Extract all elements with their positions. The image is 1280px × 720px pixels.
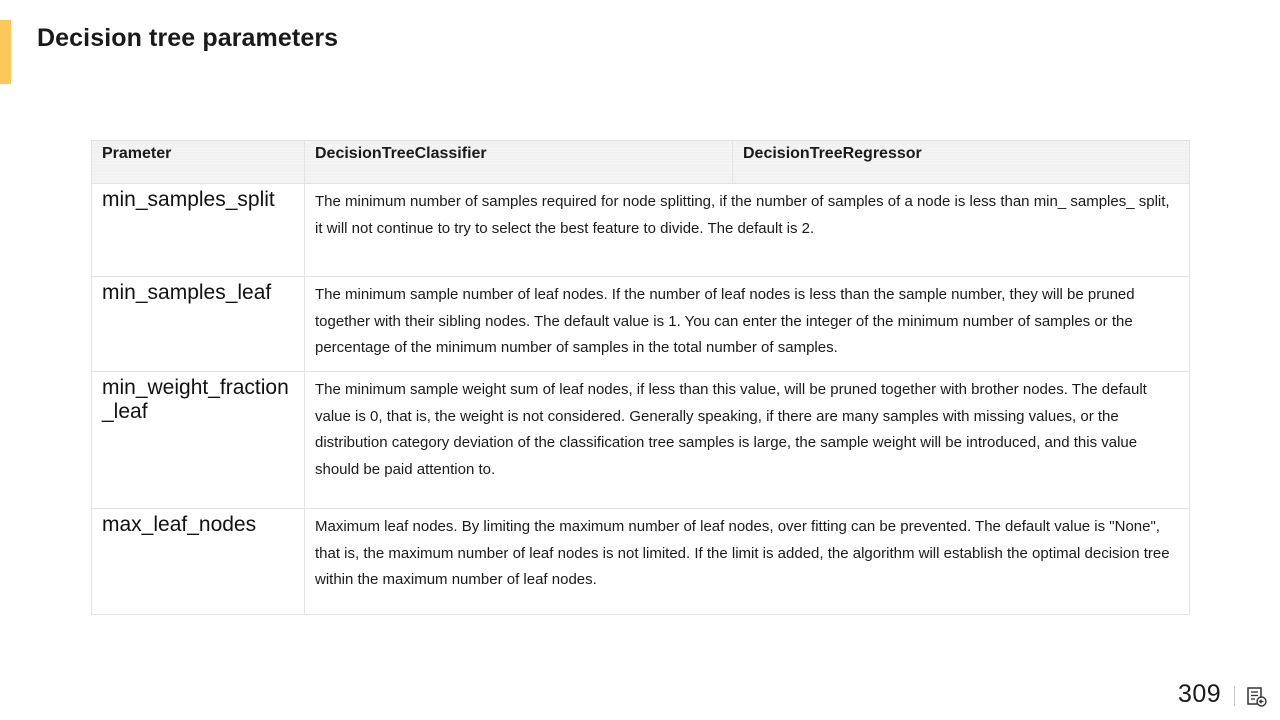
header-parameter: Prameter bbox=[92, 141, 305, 184]
footer-divider bbox=[1234, 686, 1235, 706]
header-regressor: DecisionTreeRegressor bbox=[733, 141, 1190, 184]
param-description: Maximum leaf nodes. By limiting the maximum number of leaf nodes, over fitting can be prevented. The default value is "None", that is, the maximum number of leaf nodes is not limited. If the limit is added, the algorithm will establish the optimal decision tree within the maximum number of leaf nodes. bbox=[305, 509, 1190, 615]
slide-notes-icon[interactable] bbox=[1246, 686, 1268, 708]
param-name: min_samples_split bbox=[92, 184, 305, 277]
table-row bbox=[92, 509, 1190, 615]
param-description: The minimum sample weight sum of leaf nodes, if less than this value, will be pruned together with brother nodes. The default value is 0, that is, the weight is not considered. Generally speaking, if there are many samples with missing values, or the distribution category deviation of the classification tree samples is large, the sample weight will be introduced, and this value should be paid attention to. bbox=[305, 372, 1190, 509]
table-header-row bbox=[92, 141, 1190, 184]
param-name: max_leaf_nodes bbox=[92, 509, 305, 615]
param-description: The minimum sample number of leaf nodes. If the number of leaf nodes is less than the sample number, they will be pruned together with their sibling nodes. The default value is 1. You can enter the integer of the minimum number of samples or the percentage of the minimum number of samples in the total number of samples. bbox=[305, 277, 1190, 372]
title-accent-bar bbox=[0, 20, 11, 84]
slide-title: Decision tree parameters bbox=[37, 24, 339, 52]
parameters-table bbox=[91, 140, 1190, 615]
page-number: 309 bbox=[1178, 680, 1222, 708]
param-name: min_samples_leaf bbox=[92, 277, 305, 372]
param-name: min_weight_fraction_leaf bbox=[92, 372, 305, 509]
table-row bbox=[92, 277, 1190, 372]
header-classifier: DecisionTreeClassifier bbox=[305, 141, 733, 184]
table-row bbox=[92, 372, 1190, 509]
param-description: The minimum number of samples required for node splitting, if the number of samples of a node is less than min_ samples_ split, it will not continue to try to select the best feature to divide. The default is 2. bbox=[305, 184, 1190, 277]
table-row bbox=[92, 184, 1190, 277]
